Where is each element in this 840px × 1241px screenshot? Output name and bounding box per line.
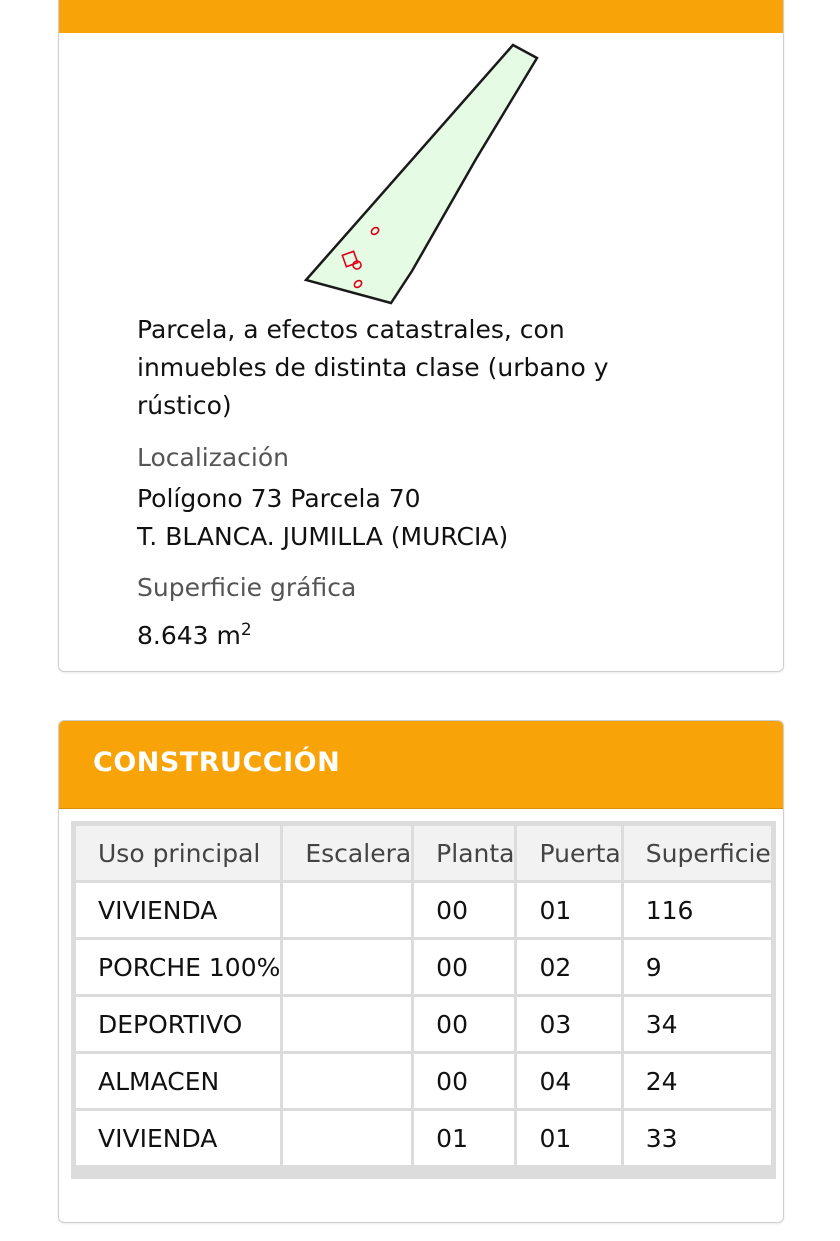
column-header-planta: Planta — [414, 826, 514, 880]
cell-escalera — [283, 1111, 411, 1165]
cell-puerta: 01 — [517, 883, 620, 937]
cell-escalera — [283, 1054, 411, 1108]
cell-puerta: 02 — [517, 940, 620, 994]
surface-label: Superficie gráfica — [137, 573, 357, 602]
parcel-card — [58, 0, 784, 672]
construction-table — [73, 823, 774, 1168]
column-header-uso: Uso principal — [76, 826, 280, 880]
cell-uso: ALMACEN — [76, 1054, 280, 1108]
construction-table-scroll[interactable] — [71, 821, 776, 1179]
cell-superficie: 9 — [624, 940, 771, 994]
cell-superficie: 24 — [624, 1054, 771, 1108]
cell-uso: DEPORTIVO — [76, 997, 280, 1051]
column-header-puerta: Puerta — [517, 826, 620, 880]
cell-planta: 01 — [414, 1111, 514, 1165]
table-row — [76, 997, 771, 1051]
location-label: Localización — [137, 443, 290, 472]
construction-header — [59, 721, 783, 809]
surface-number: 8.643 m — [137, 621, 241, 650]
cell-escalera — [283, 940, 411, 994]
table-row — [76, 940, 771, 994]
construction-title: CONSTRUCCIÓN — [93, 747, 341, 778]
table-row — [76, 1111, 771, 1165]
table-header-row — [76, 826, 771, 880]
cell-puerta: 04 — [517, 1054, 620, 1108]
table-row — [76, 883, 771, 937]
cell-planta: 00 — [414, 997, 514, 1051]
location-line2: T. BLANCA. JUMILLA (MURCIA) — [137, 522, 509, 551]
surface-unit-exponent: 2 — [240, 620, 252, 640]
cell-uso: VIVIENDA — [76, 1111, 280, 1165]
surface-value — [137, 611, 252, 655]
parcel-description: Parcela, a efectos catastrales, con inmuebles de distinta clase (urbano y rústico) — [137, 315, 609, 420]
cell-puerta: 01 — [517, 1111, 620, 1165]
cell-planta: 00 — [414, 883, 514, 937]
location-line1: Polígono 73 Parcela 70 — [137, 484, 421, 513]
parcel-outline — [306, 45, 537, 303]
cell-escalera — [283, 883, 411, 937]
construction-card — [58, 720, 784, 1223]
cell-superficie: 34 — [624, 997, 771, 1051]
column-header-superficie: Superficie — [624, 826, 771, 880]
table-row — [76, 1054, 771, 1108]
cell-planta: 00 — [414, 940, 514, 994]
cell-puerta: 03 — [517, 997, 620, 1051]
cell-superficie: 33 — [624, 1111, 771, 1165]
cell-uso: VIVIENDA — [76, 883, 280, 937]
cell-uso: PORCHE 100% — [76, 940, 280, 994]
parcel-map-image[interactable] — [59, 0, 783, 313]
cell-superficie: 116 — [624, 883, 771, 937]
cell-planta: 00 — [414, 1054, 514, 1108]
column-header-escalera: Escalera — [283, 826, 411, 880]
cell-escalera — [283, 997, 411, 1051]
